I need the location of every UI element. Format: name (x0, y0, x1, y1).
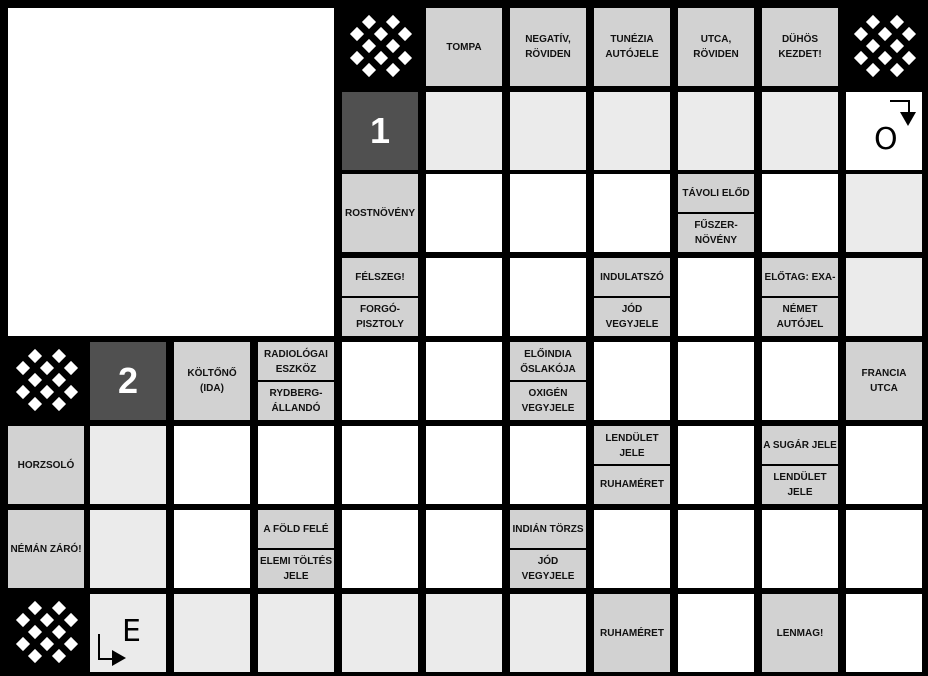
clue-text: RADIOLÓGAI ESZKÖZ (264, 348, 328, 375)
clue-text: INDULATSZÓ (600, 272, 664, 283)
clue-cell (594, 426, 670, 504)
clue-text: FRANCIA UTCA (861, 368, 907, 394)
clue-cell (258, 342, 334, 420)
pattern-diamond (64, 613, 78, 627)
pattern-diamond (362, 63, 376, 77)
answer-cell[interactable] (678, 258, 754, 336)
pattern-diamond (362, 39, 376, 53)
answer-cell[interactable] (846, 594, 922, 672)
clue-divider (258, 380, 334, 382)
clue-cell (8, 510, 84, 588)
clue-divider (342, 296, 418, 298)
answer-cell[interactable] (846, 510, 922, 588)
pattern-diamond (374, 51, 388, 65)
clue-divider (762, 464, 838, 466)
pattern-diamond (52, 373, 66, 387)
clue-cell (510, 8, 586, 86)
clue-divider (510, 380, 586, 382)
answer-cell[interactable] (678, 342, 754, 420)
pattern-diamond (52, 625, 66, 639)
answer-cell[interactable] (762, 92, 838, 170)
clue-cell (762, 258, 838, 336)
answer-cell[interactable] (510, 258, 586, 336)
section-number-cell (90, 342, 166, 420)
answer-cell[interactable] (90, 594, 166, 672)
answer-cell[interactable] (174, 426, 250, 504)
clue-text: LENDÜLET JELE (605, 432, 659, 459)
section-number-cell (342, 92, 418, 170)
clue-cell (846, 342, 922, 420)
clue-text: RUHAMÉRET (600, 479, 664, 490)
answer-cell[interactable] (258, 594, 334, 672)
answer-cell[interactable] (846, 258, 922, 336)
clue-text: JÓD VEGYJELE (605, 303, 659, 330)
answer-cell[interactable] (762, 342, 838, 420)
pattern-diamond (890, 15, 904, 29)
clue-text: RUHAMÉRET (600, 627, 664, 639)
clue-text: LENDÜLET JELE (773, 471, 827, 498)
clue-divider (258, 548, 334, 550)
clue-text: KÖLTŐNŐ (IDA) (187, 368, 237, 394)
clue-cell (678, 8, 754, 86)
clue-text: TOMPA (446, 41, 482, 53)
clue-text: INDIÁN TÖRZS (512, 524, 584, 535)
pattern-diamond (878, 27, 892, 41)
clue-text: A FÖLD FELÉ (263, 524, 329, 535)
answer-cell[interactable] (594, 510, 670, 588)
answer-cell[interactable] (594, 342, 670, 420)
pattern-diamond (52, 349, 66, 363)
answer-cell[interactable] (426, 258, 502, 336)
corner-letter: O (874, 122, 898, 157)
clue-cell (678, 174, 754, 252)
clue-cell (510, 510, 586, 588)
pattern-diamond (890, 39, 904, 53)
answer-cell[interactable] (678, 92, 754, 170)
pattern-diamond (866, 63, 880, 77)
answer-cell[interactable] (846, 426, 922, 504)
pattern-diamond (52, 601, 66, 615)
clue-text: A SUGÁR JELE (763, 440, 837, 451)
pattern-diamond (16, 361, 30, 375)
pattern-diamond (386, 63, 400, 77)
clue-text: NEGATÍV, RÖVIDEN (525, 34, 571, 60)
clue-text: TUNÉZIA AUTÓJELE (605, 34, 659, 60)
answer-cell[interactable] (846, 174, 922, 252)
clue-text: TÁVOLI ELŐD (682, 188, 750, 199)
answer-cell[interactable] (174, 510, 250, 588)
blank-image-area (8, 8, 334, 336)
clue-cell (342, 174, 418, 252)
hook-arrow-head (900, 112, 916, 126)
answer-cell[interactable] (678, 594, 754, 672)
pattern-diamond (866, 39, 880, 53)
pattern-diamond (386, 15, 400, 29)
clue-text: HORZSOLÓ (17, 459, 75, 471)
pattern-diamond (64, 361, 78, 375)
pattern-diamond (40, 385, 54, 399)
clue-text: LENMAG! (776, 627, 824, 639)
pattern-diamond (40, 361, 54, 375)
answer-cell[interactable] (762, 510, 838, 588)
clue-text: RYDBERG- ÁLLANDÓ (269, 387, 323, 414)
answer-cell[interactable] (510, 174, 586, 252)
clue-cell (8, 426, 84, 504)
answer-cell[interactable] (426, 92, 502, 170)
answer-cell[interactable] (342, 594, 418, 672)
pattern-diamond (64, 385, 78, 399)
pattern-diamond (40, 613, 54, 627)
hook-arrow-head (112, 650, 126, 666)
pattern-diamond (52, 397, 66, 411)
section-number: 2 (117, 360, 139, 401)
diamond-pattern-cell (8, 342, 84, 420)
answer-cell[interactable] (426, 342, 502, 420)
clue-divider (594, 296, 670, 298)
clue-text: FORGÓ- PISZTOLY (356, 303, 404, 330)
clue-cell (258, 510, 334, 588)
clue-cell (510, 342, 586, 420)
pattern-diamond (28, 601, 42, 615)
answer-cell[interactable] (174, 594, 250, 672)
clue-text: FŰSZER- NÖVÉNY (694, 219, 738, 246)
pattern-diamond (16, 613, 30, 627)
pattern-diamond (28, 625, 42, 639)
clue-cell (762, 426, 838, 504)
clue-text: ROSTNÖVÉNY (344, 207, 415, 219)
pattern-diamond (52, 649, 66, 663)
clue-cell (174, 342, 250, 420)
pattern-diamond (398, 27, 412, 41)
answer-cell[interactable] (90, 510, 166, 588)
clue-text: ELŐINDIA ŐSLAKÓJA (520, 348, 576, 375)
pattern-diamond (386, 39, 400, 53)
answer-cell[interactable] (426, 426, 502, 504)
clue-divider (678, 212, 754, 214)
pattern-diamond (854, 27, 868, 41)
clue-divider (510, 548, 586, 550)
clue-text: FÉLSZEG! (355, 272, 405, 283)
pattern-diamond (362, 15, 376, 29)
pattern-diamond (28, 397, 42, 411)
clue-divider (594, 464, 670, 466)
clue-text: OXIGÉN VEGYJELE (521, 387, 575, 414)
pattern-diamond (40, 637, 54, 651)
clue-text: UTCA, RÖVIDEN (693, 34, 739, 60)
clue-text: NÉMÁN ZÁRÓ! (10, 543, 82, 555)
answer-cell[interactable] (594, 174, 670, 252)
pattern-diamond (28, 649, 42, 663)
pattern-diamond (398, 51, 412, 65)
pattern-diamond (866, 15, 880, 29)
diamond-pattern-cell (8, 594, 84, 672)
pattern-diamond (902, 27, 916, 41)
clue-cell (762, 594, 838, 672)
clue-cell (594, 258, 670, 336)
answer-cell[interactable] (510, 92, 586, 170)
clue-cell (594, 8, 670, 86)
corner-letter: E (122, 614, 141, 649)
pattern-diamond (902, 51, 916, 65)
pattern-diamond (16, 385, 30, 399)
diamond-pattern-cell (846, 8, 922, 86)
answer-cell[interactable] (762, 174, 838, 252)
pattern-diamond (64, 637, 78, 651)
clue-cell (342, 258, 418, 336)
pattern-diamond (854, 51, 868, 65)
answer-cell[interactable] (678, 426, 754, 504)
clue-text: ELŐTAG: EXA- (764, 272, 836, 283)
pattern-diamond (28, 373, 42, 387)
pattern-diamond (374, 27, 388, 41)
pattern-diamond (16, 637, 30, 651)
pattern-diamond (890, 63, 904, 77)
answer-cell[interactable] (342, 426, 418, 504)
pattern-diamond (350, 27, 364, 41)
clue-text: ELEMI TÖLTÉS JELE (259, 555, 333, 582)
answer-cell[interactable] (426, 510, 502, 588)
pattern-diamond (878, 51, 892, 65)
answer-cell[interactable] (510, 594, 586, 672)
answer-cell[interactable] (510, 426, 586, 504)
clue-text: DÜHÖS KEZDET! (778, 34, 822, 60)
answer-cell[interactable] (594, 92, 670, 170)
answer-cell[interactable] (426, 174, 502, 252)
answer-cell[interactable] (258, 426, 334, 504)
clue-text: JÓD VEGYJELE (521, 555, 575, 582)
pattern-diamond (28, 349, 42, 363)
answer-cell[interactable] (342, 342, 418, 420)
clue-divider (762, 296, 838, 298)
clue-cell (594, 594, 670, 672)
clue-cell (762, 8, 838, 86)
answer-cell[interactable] (846, 92, 922, 170)
answer-cell[interactable] (426, 594, 502, 672)
answer-cell[interactable] (342, 510, 418, 588)
diamond-pattern-cell (342, 8, 418, 86)
answer-cell[interactable] (90, 426, 166, 504)
pattern-diamond (350, 51, 364, 65)
clue-text: NÉMET AUTÓJEL (776, 303, 824, 330)
answer-cell[interactable] (678, 510, 754, 588)
section-number: 1 (369, 110, 391, 151)
clue-cell (426, 8, 502, 86)
